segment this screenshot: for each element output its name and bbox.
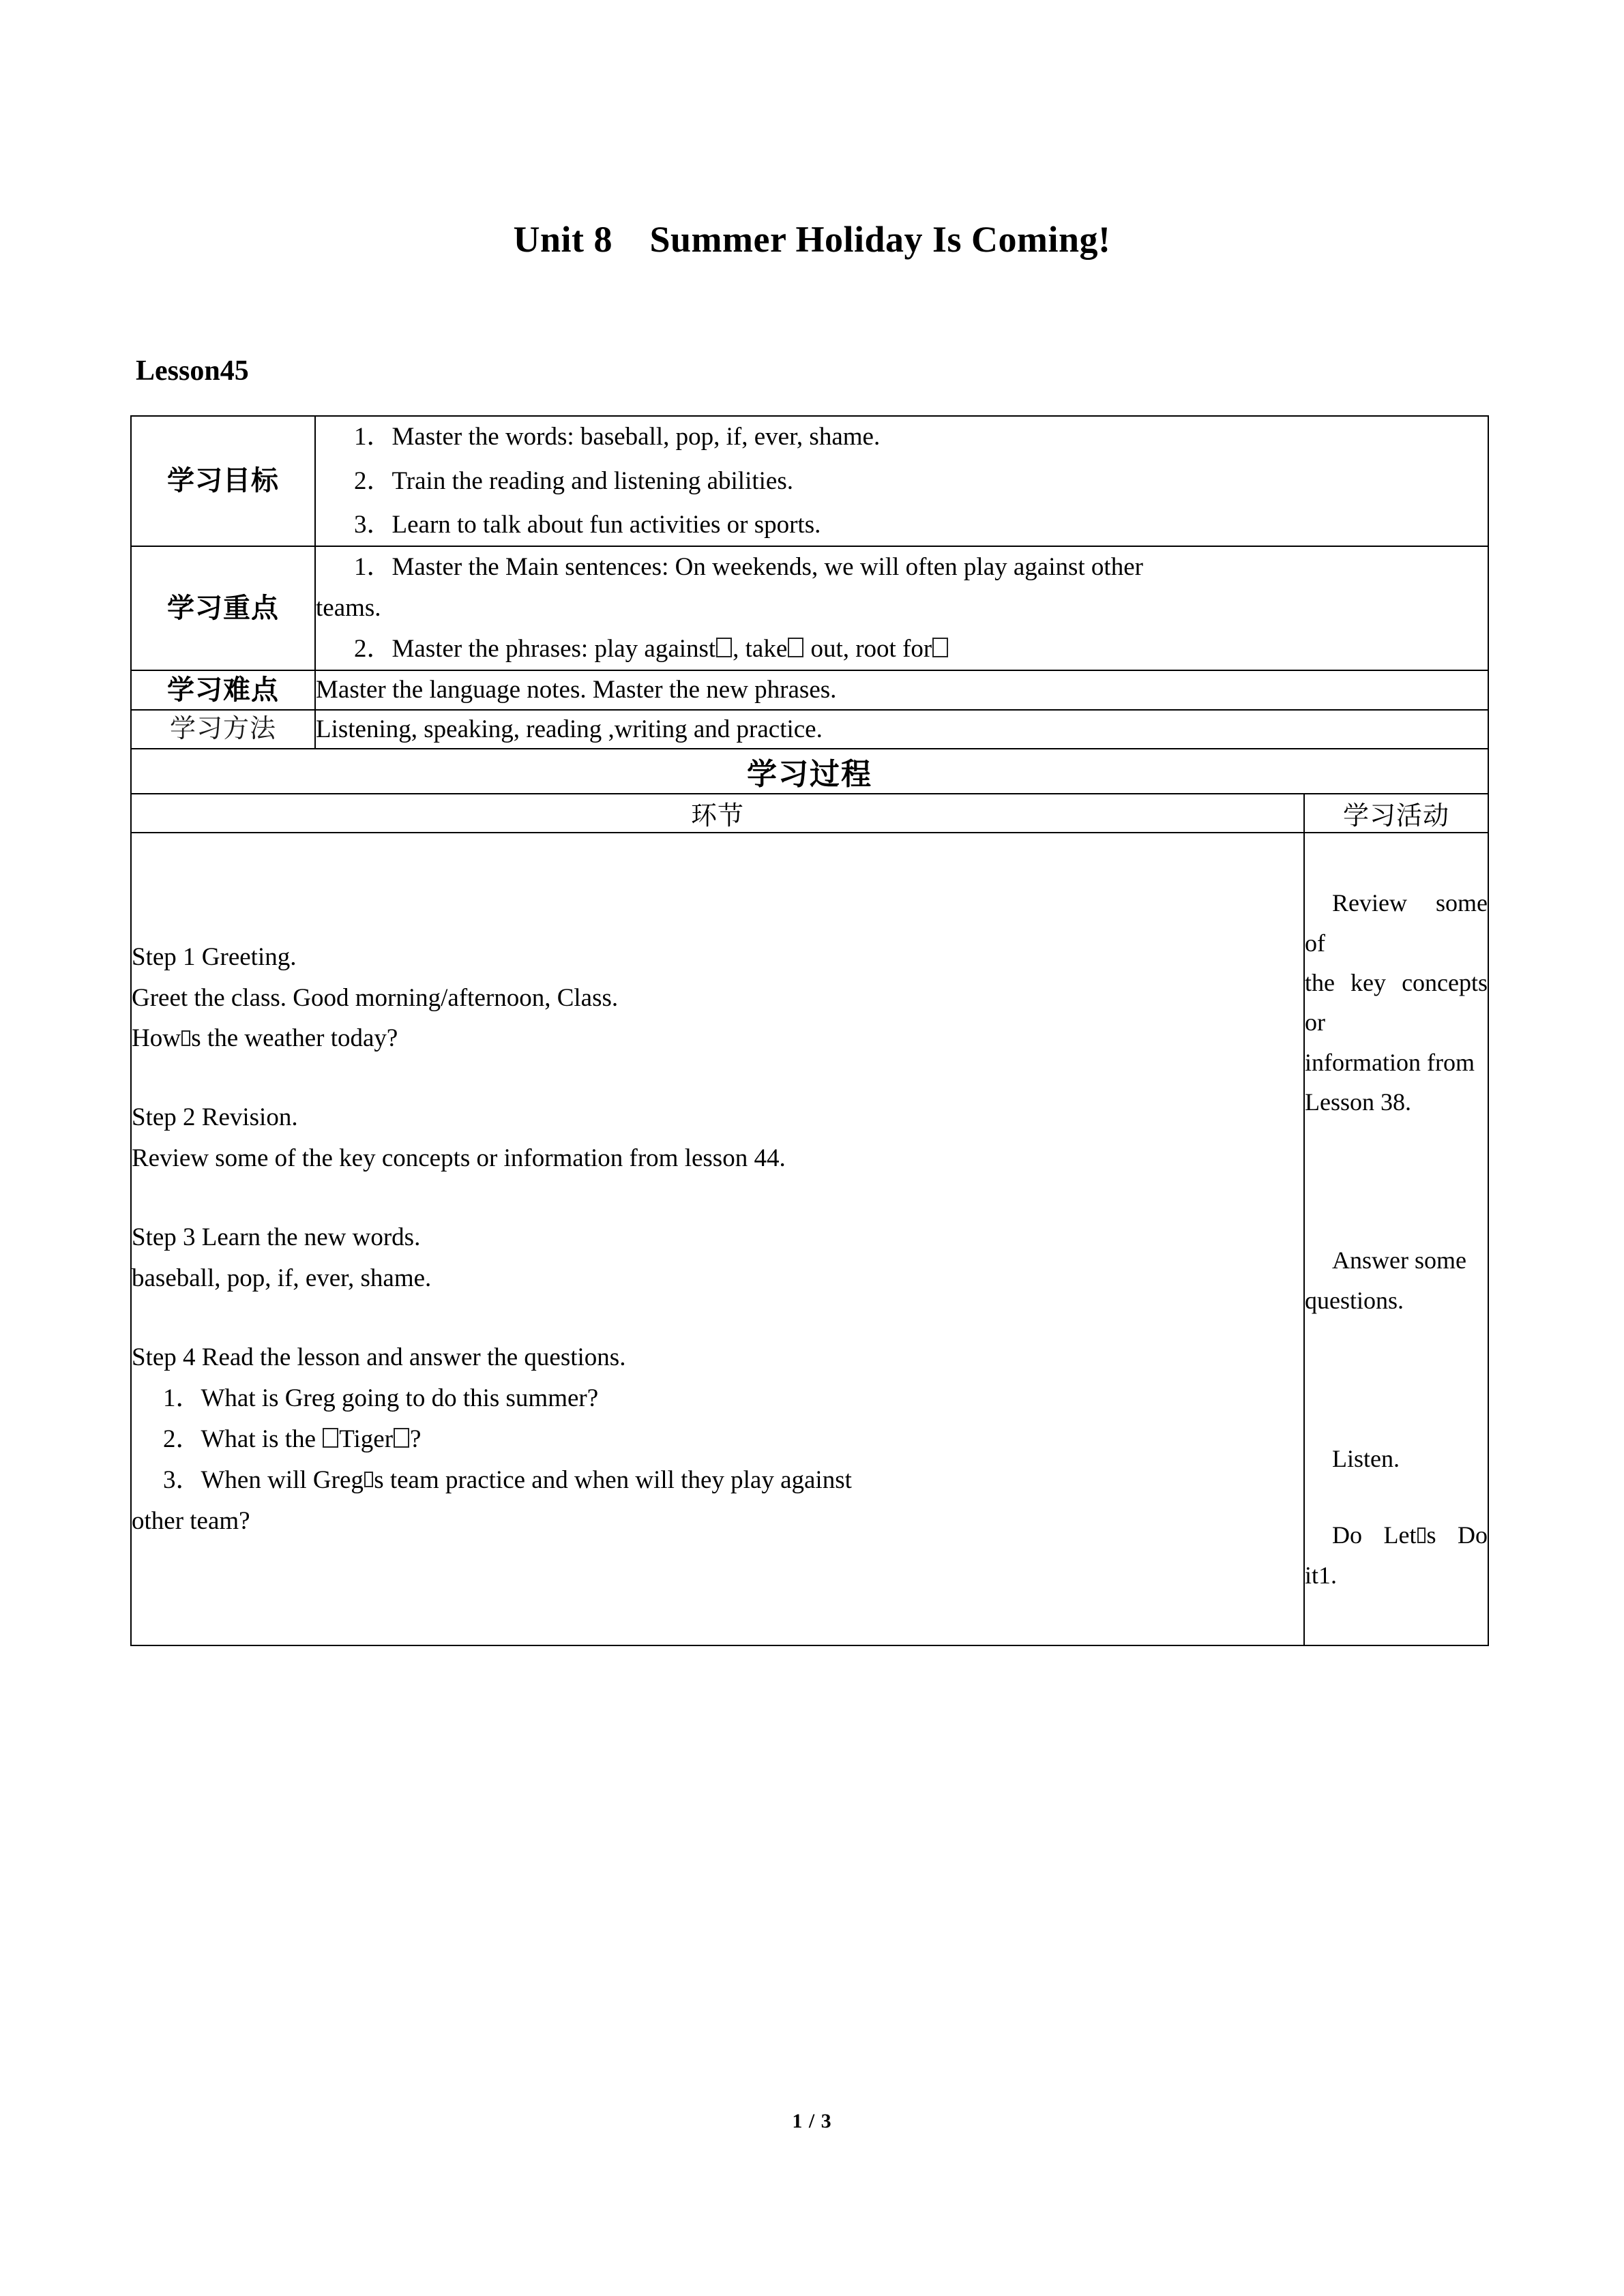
row-body-key-points (315, 546, 1488, 670)
key-point-2-pre: 2．Master the phrases: play against (354, 635, 716, 664)
row-label-objectives: 学习目标 (131, 416, 315, 547)
activity-1-line-1: Review some of (1305, 889, 1488, 957)
objective-item-1: 1．Master the words: baseball, pop, if, ever, shame. (354, 422, 881, 451)
key-point-1-line1: 1．Master the Main sentences: On weekends, we will often play against other (354, 553, 1143, 582)
step-1-line-2 (132, 1018, 1303, 1059)
spacer (1305, 1478, 1488, 1515)
spacer (1305, 1122, 1488, 1204)
activity-1-line-3: information from (1305, 1048, 1475, 1076)
row-label-methods: 学习方法 (131, 710, 315, 749)
table-row-difficulties (131, 670, 1488, 710)
missing-glyph-box-icon (364, 1472, 373, 1487)
question-3-pre: 3．When will Greg (163, 1465, 364, 1494)
spacer (1305, 1320, 1488, 1402)
step-2-title: Step 2 Revision. (132, 1103, 298, 1132)
process-activities-cell (1304, 833, 1488, 1645)
missing-glyph-box-icon (323, 1428, 338, 1448)
objective-item-2: 2．Train the reading and listening abilities. (354, 466, 793, 495)
process-steps-cell (131, 833, 1304, 1645)
spacer (132, 1299, 1303, 1337)
step-1-title: Step 1 Greeting. (132, 942, 297, 971)
lesson-heading: Lesson45 (136, 355, 249, 387)
step-2-line-1: Review some of the key concepts or information from lesson 44. (132, 1144, 786, 1173)
table-row-objectives (131, 416, 1488, 547)
step-4-question-3 (132, 1460, 1303, 1501)
step-4-title: Step 4 Read the lesson and answer the questions. (132, 1343, 626, 1372)
activity-4 (1305, 1515, 1488, 1595)
row-body-difficulties: Master the language notes. Master the new phrases. (315, 670, 1488, 710)
missing-glyph-box-icon (1417, 1527, 1426, 1542)
activity-1-line-4: Lesson 38. (1305, 1088, 1411, 1116)
activity-3: Listen. (1332, 1444, 1400, 1472)
question-2-post: ? (409, 1425, 422, 1454)
table-row-process-banner (131, 749, 1488, 794)
question-3-post: s team practice and when will they play against (374, 1465, 852, 1494)
objective-item-3: 3．Learn to talk about fun activities or sports. (354, 511, 821, 539)
table-row-process-content (131, 833, 1488, 1645)
key-point-2 (316, 629, 1488, 670)
question-2-pre: 2．What is the (163, 1425, 323, 1454)
row-body-methods: Listening, speaking, reading ,writing and practice. (315, 710, 1488, 749)
step-1-line-2-post: s the weather today? (191, 1024, 398, 1053)
missing-glyph-box-icon (932, 638, 948, 658)
activity-2-line-2: questions. (1305, 1286, 1404, 1314)
missing-glyph-box-icon (394, 1428, 409, 1448)
key-point-1-line2: teams. (316, 594, 381, 623)
step-4-question-3-wrap: other team? (132, 1506, 250, 1535)
process-header-activities: 学习活动 (1304, 794, 1488, 833)
process-header-steps: 环节 (131, 794, 1304, 833)
question-2-mid: Tiger (339, 1425, 394, 1454)
spacer (132, 1179, 1303, 1217)
lesson-plan-table (130, 415, 1489, 1647)
step-3-line-1: baseball, pop, if, ever, shame. (132, 1264, 432, 1293)
page-footer: 1 / 3 (792, 2110, 832, 2132)
row-label-key-points: 学习重点 (131, 546, 315, 670)
missing-glyph-box-icon (716, 638, 732, 658)
step-1-line-1: Greet the class. Good morning/afternoon, Class. (132, 983, 619, 1012)
page-title: Unit 8 Summer Holiday Is Coming! (513, 219, 1111, 260)
missing-glyph-box-icon (788, 638, 803, 658)
row-body-objectives (315, 416, 1488, 547)
activity-1-line-2: the key concepts or (1305, 969, 1488, 1037)
key-point-2-mid: , take (733, 635, 788, 664)
process-banner-label: 学习过程 (131, 749, 1488, 794)
key-point-2-post: out, root for (804, 635, 932, 664)
row-label-difficulties: 学习难点 (131, 670, 315, 710)
step-3-title: Step 3 Learn the new words. (132, 1223, 421, 1252)
activity-2-line-1: Answer some (1332, 1247, 1466, 1274)
step-4-question-1: 1．What is Greg going to do this summer? (163, 1384, 599, 1413)
missing-glyph-box-icon (181, 1030, 190, 1046)
spacer (1305, 1402, 1488, 1439)
activity-4-post: s Do it1. (1305, 1521, 1488, 1589)
table-row-key-points (131, 546, 1488, 670)
spacer (132, 1059, 1303, 1097)
table-row-methods (131, 710, 1488, 749)
step-1-line-2-pre: How (132, 1024, 181, 1053)
activity-4-pre: Do Let (1332, 1521, 1417, 1549)
spacer (1305, 1204, 1488, 1240)
table-row-process-headers (131, 794, 1488, 833)
step-4-question-2 (132, 1419, 1303, 1460)
